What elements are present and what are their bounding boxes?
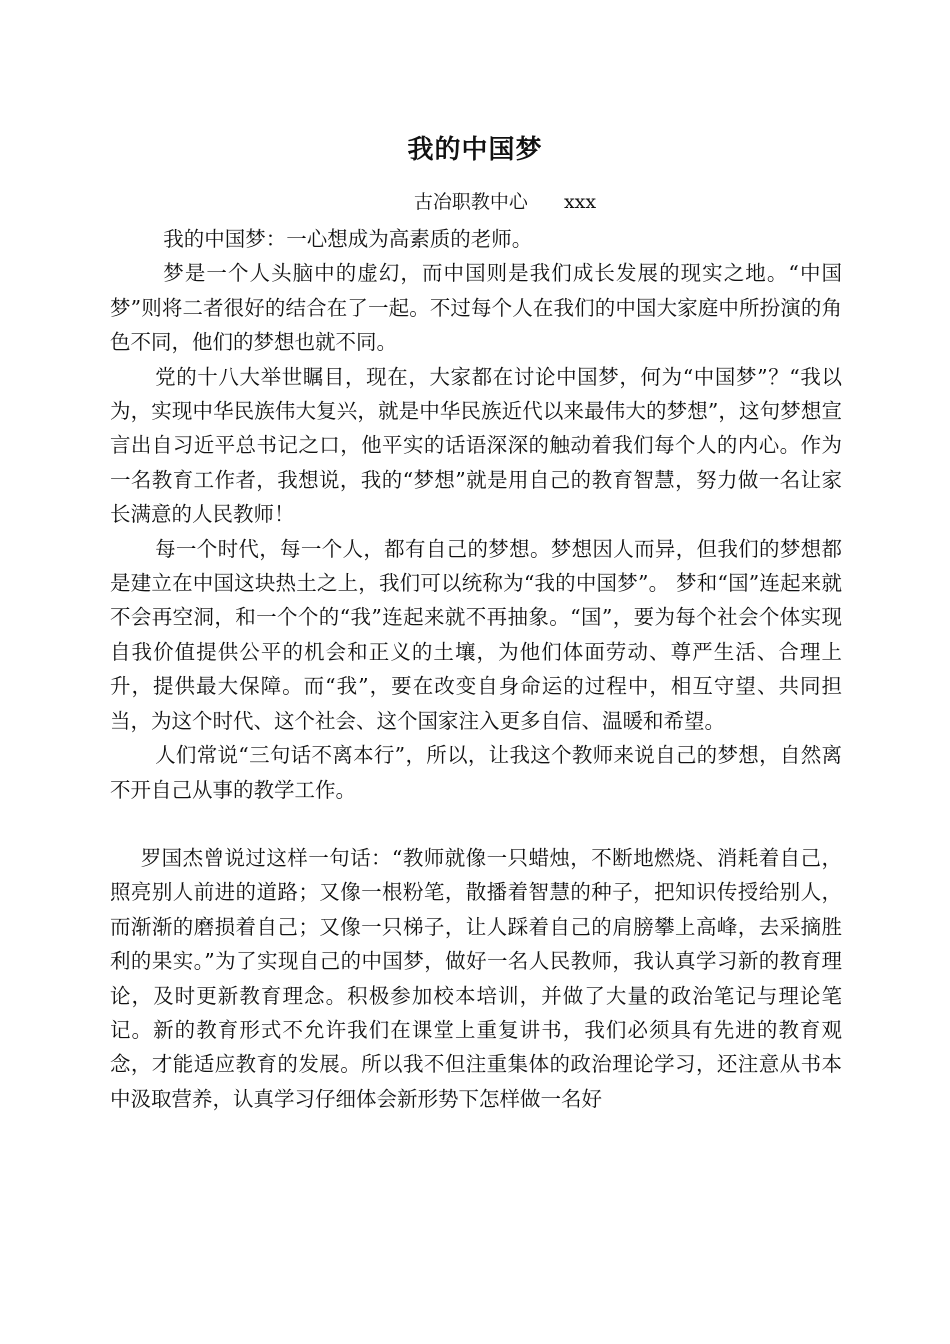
paragraph-1: 我的中国梦：一心想成为高素质的老师。 — [163, 227, 533, 251]
byline — [0, 188, 950, 216]
paragraph-2: 梦是一个人头脑中的虚幻，而中国则是我们成长发展的现实之地。“中国梦”则将二者很好的结合在了一起。不过每个人在我们的中国大家庭中所扮演的角色不同，他们的梦想也就不同。 — [110, 261, 842, 355]
paragraph-6: 罗国杰曾说过这样一句话：“教师就像一只蜡烛，不断地燃烧、消耗着自己，照亮别人前进的道路；又像一根粉笔，散播着智慧的种子，把知识传授给别人，而渐渐的磨损着自己；又像一只梯子，让人踩着自己的肩膀攀上高峰，去采摘胜利的果实。”为了实现自己的中国梦，做好一名人民教师，我认真学习新的教育理论，及时更新教育理念。积极参加校本培训，并做了大量的政治笔记与理论笔记。新的教育形式不允许我们在课堂上重复讲书，我们必须具有先进的教育观念，才能适应教育的发展。所以我不但注重集体的政治理论学习，还注意从书本中汲取营养，认真学习仔细体会新形势下怎样做一名好 — [110, 845, 842, 1111]
byline-organization: 古冶职教中心 — [413, 191, 528, 213]
document-body — [110, 222, 842, 1116]
paragraph-5: 人们常说“三句话不离本行”，所以，让我这个教师来说自己的梦想，自然离不开自己从事的教学工作。 — [110, 743, 842, 802]
document-title: 我的中国梦 — [407, 135, 543, 165]
paragraph-spacer — [110, 807, 842, 841]
paragraph-3: 党的十八大举世瞩目，现在，大家都在讨论中国梦，何为“中国梦”？“我以为，实现中华民族伟大复兴，就是中华民族近代以来最伟大的梦想”，这句梦想宣言出自习近平总书记之口，他平实的话语深深的触动着我们每个人的内心。作为一名教育工作者，我想说，我的“梦想”就是用自己的教育智慧，努力做一名让家长满意的人民教师！ — [110, 364, 842, 527]
byline-author: xxx — [563, 191, 597, 213]
paragraph-4: 每一个时代，每一个人，都有自己的梦想。梦想因人而异，但我们的梦想都是建立在中国这块热土之上，我们可以统称为“我的中国梦”。 梦和“国”连起来就不会再空洞，和一个个的“我”连起来就不再抽象。“国”，要为每个社会个体实现自我价值提供公平的机会和正义的土壤，为他们体面劳动、尊严生活、合理上升，提供最大保障。而“我”，要在改变自身命运的过程中，相互守望、共同担当，为这个时代、这个社会、这个国家注入更多自信、温暖和希望。 — [110, 536, 842, 733]
